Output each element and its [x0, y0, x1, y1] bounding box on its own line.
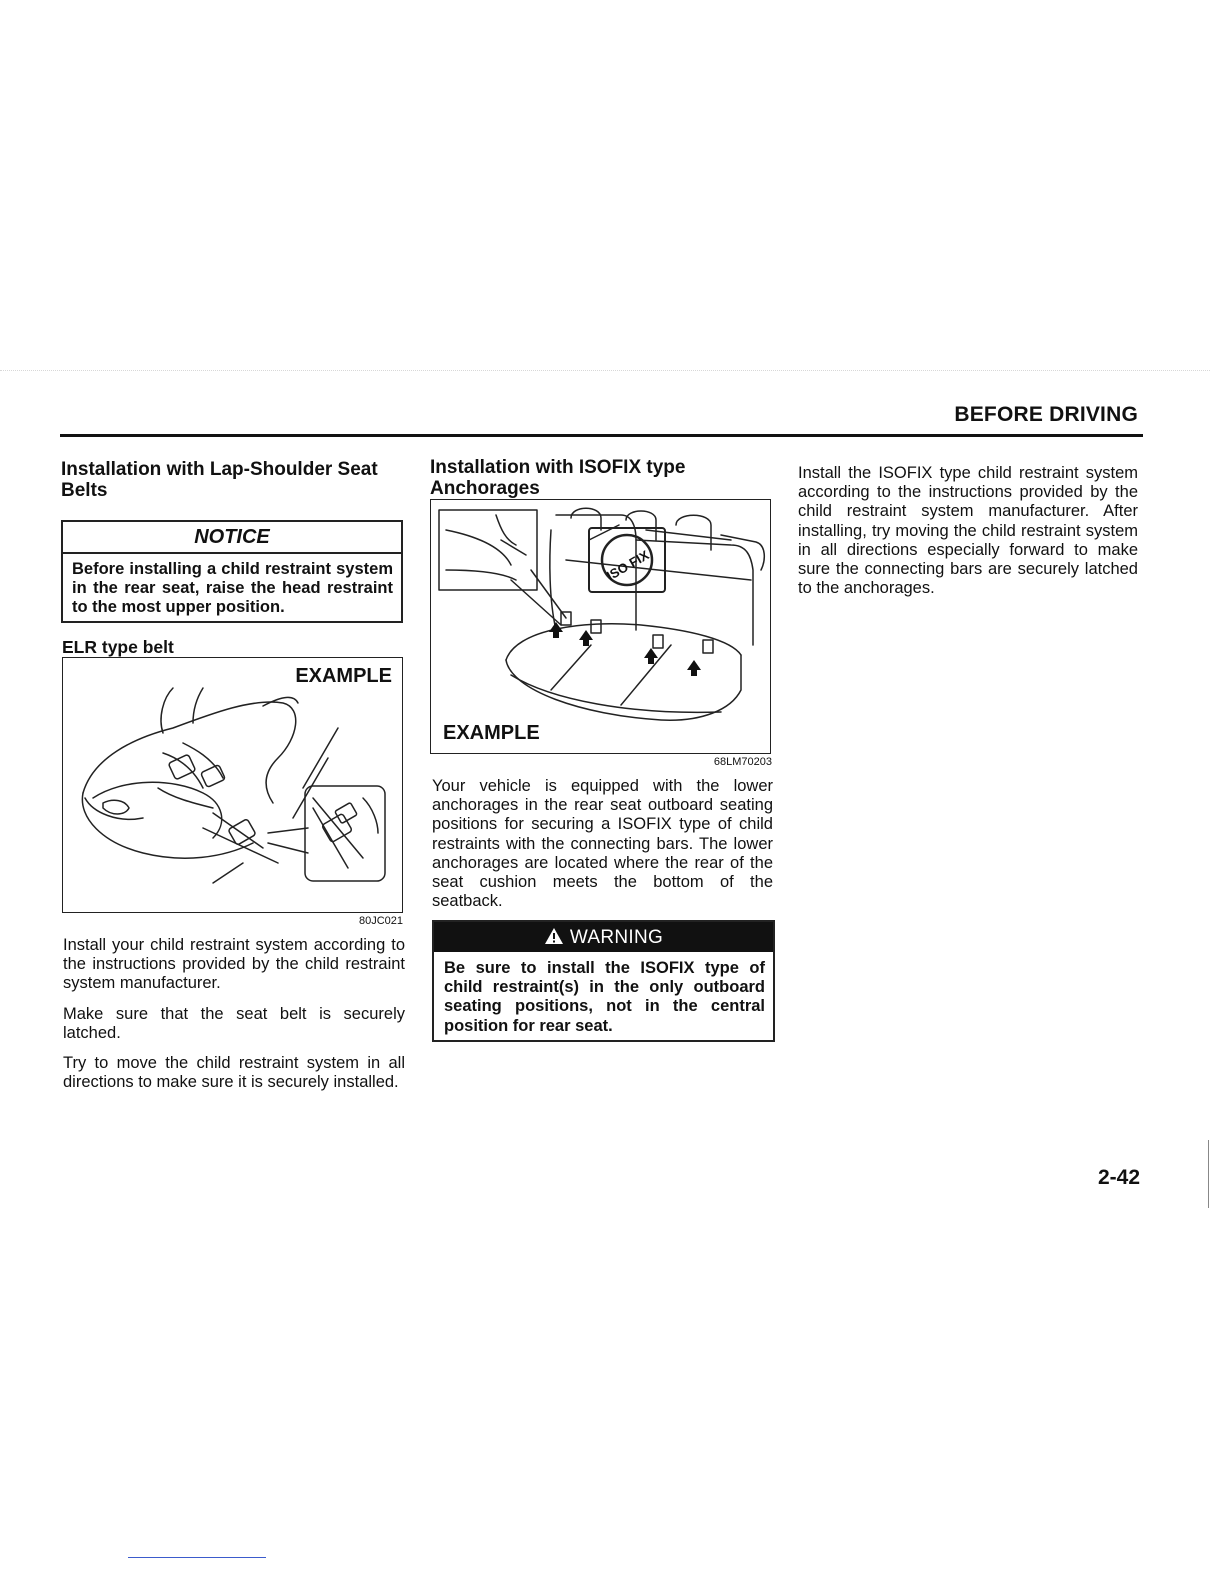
bottom-scan-line — [128, 1557, 266, 1558]
left-paragraph-2: Make sure that the seat belt is securely latched. — [63, 1004, 405, 1042]
warning-text: Be sure to install the ISOFIX type of child restraint(s) in the only outboard seating positions, not in the central position for rear seat. — [444, 959, 765, 1035]
section-title: BEFORE DRIVING — [954, 403, 1138, 426]
elr-subheading: ELR type belt — [62, 637, 174, 657]
scan-artifact-line — [0, 370, 1210, 371]
elr-figure-example-label: EXAMPLE — [295, 665, 392, 687]
isofix-figure — [430, 499, 771, 754]
left-heading: Installation with Lap-Shoulder Seat Belts — [61, 459, 378, 501]
right-paragraph: Install the ISOFIX type child restraint system according to the instructions provided by the child restraint system manufacturer. After installing, try moving the child restraint system in all directions especially forward to make sure the connecting bars are securely latched to the anchorages. — [798, 464, 1138, 598]
left-paragraph-1: Install your child restraint system according to the instructions provided by the child restraint system manufacturer. — [63, 936, 405, 993]
warning-header — [434, 922, 773, 952]
page-edge-line — [1208, 1140, 1209, 1208]
child-seat-illustration — [63, 658, 401, 911]
isofix-icon-text: ISO FIX — [603, 547, 652, 584]
warning-triangle-icon — [544, 927, 564, 945]
warning-title: WARNING — [569, 927, 664, 948]
middle-heading: Installation with ISOFIX type Anchorages — [430, 457, 686, 499]
isofix-figure-code: 68LM70203 — [713, 756, 772, 768]
notice-box — [61, 520, 403, 623]
left-paragraph-3: Try to move the child restraint system in all directions to make sure it is securely installed. — [63, 1054, 405, 1092]
middle-paragraph: Your vehicle is equipped with the lower anchorages in the rear seat outboard seating positions for securing a ISOFIX type of child restraints with the connecting bars. The lower anchorages are located where the rear of the seat cushion meets the bottom of the seatback. — [432, 777, 773, 911]
elr-figure — [62, 657, 403, 913]
left-body — [63, 936, 405, 1103]
rear-seat-isofix-illustration — [431, 500, 769, 752]
isofix-figure-example-label: EXAMPLE — [443, 722, 540, 744]
notice-title: NOTICE — [63, 522, 401, 554]
header-rule — [60, 434, 1143, 437]
warning-box — [432, 920, 775, 1042]
page-number: 2-42 — [1098, 1166, 1141, 1189]
elr-figure-code: 80JC021 — [358, 915, 403, 927]
notice-text: Before installing a child restraint system in the rear seat, raise the head restraint to the most upper position. — [72, 560, 393, 616]
